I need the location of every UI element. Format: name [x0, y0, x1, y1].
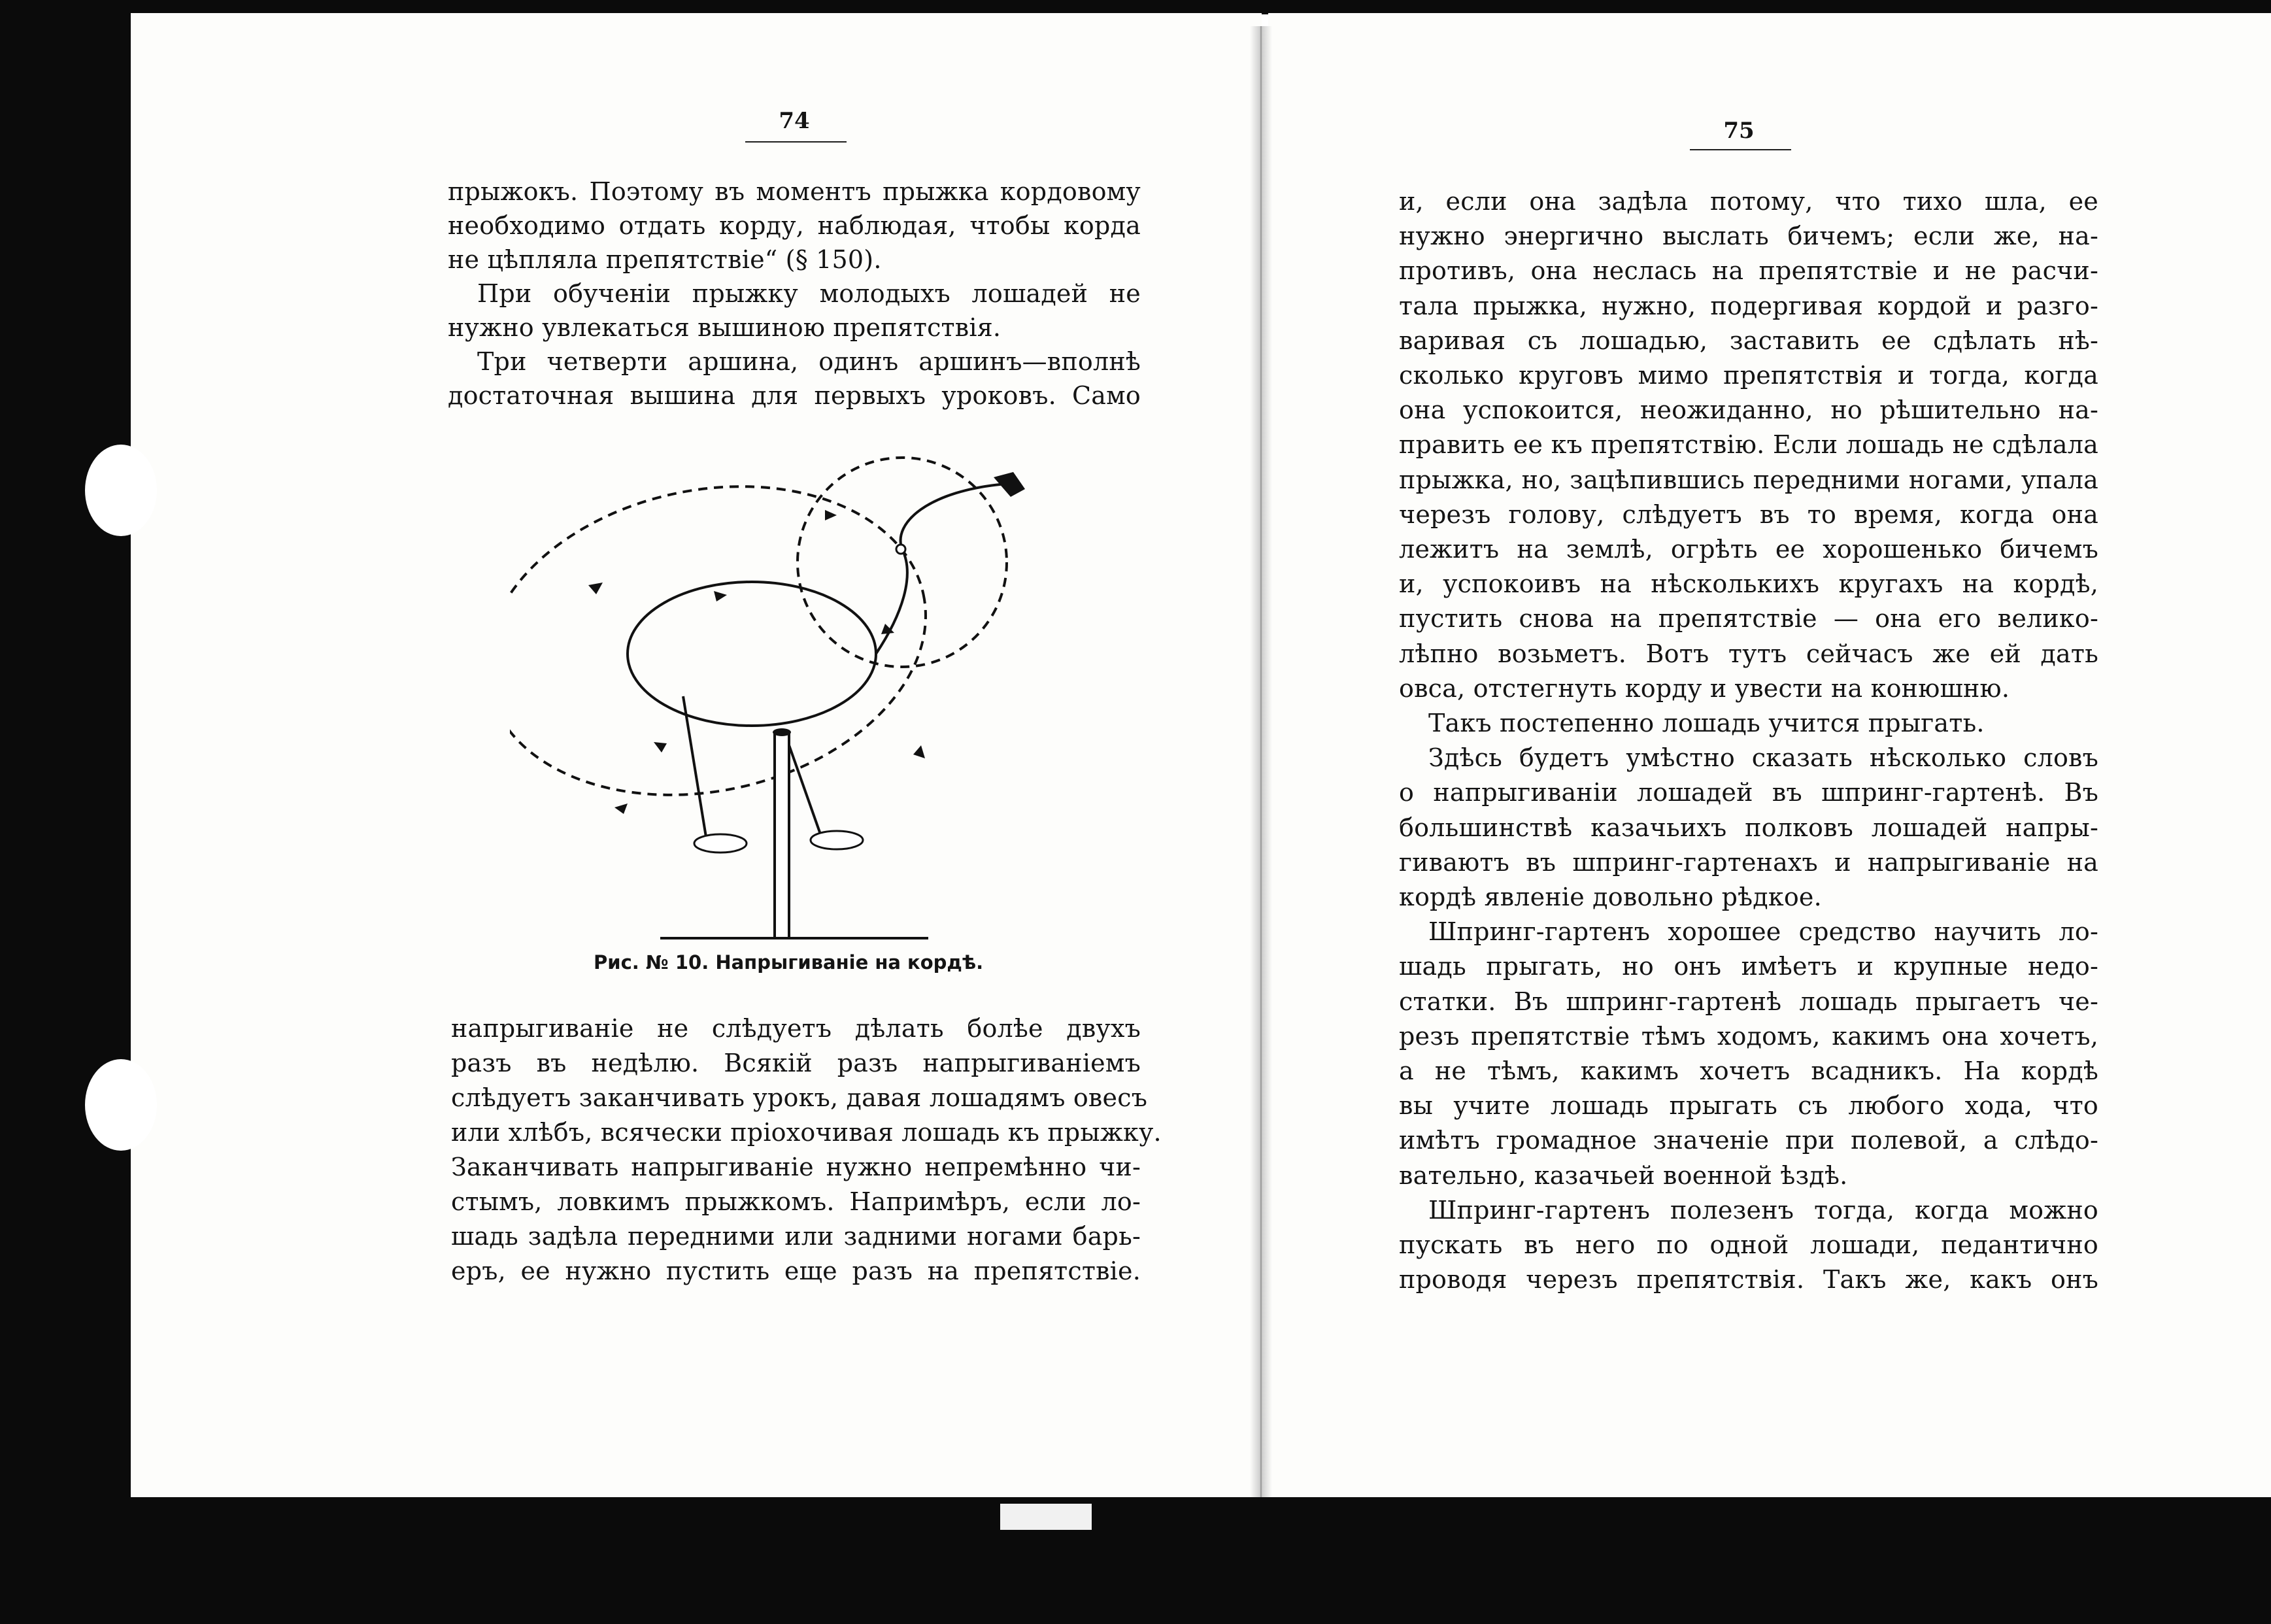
figure-arrow: [654, 742, 667, 753]
figure-horse-jumping-on-cord: [510, 445, 1085, 955]
text-line: прыжка, но, зацѣпившись передними ногами, упала: [1399, 465, 2098, 494]
text-line: стымъ, ловкимъ прыжкомъ. Напримѣръ, если ло-: [451, 1187, 1141, 1216]
text-line: При обученіи прыжку молодыхъ лошадей не: [477, 279, 1141, 308]
text-line: проводя черезъ препятствія. Такъ же, какъ онъ: [1399, 1265, 2098, 1294]
text-line: прыжокъ. Поэтому въ моментъ прыжка кордовому: [448, 177, 1141, 206]
figure-caption: Рис. № 10. Напрыгиваніе на кордѣ.: [594, 951, 984, 973]
text-line: необходимо отдать корду, наблюдая, чтобы корда: [448, 211, 1141, 240]
text-line: Шпринг-гартенъ полезенъ тогда, когда можно: [1428, 1195, 2098, 1225]
figure-arrow: [614, 804, 628, 814]
figure-hoof-left: [694, 834, 747, 853]
figure-arrow: [714, 591, 727, 601]
text-line: пустить снова на препятствіе — она его велико-: [1399, 604, 2098, 634]
book-gutter: [1250, 26, 1272, 1497]
text-line: или хлѣбъ, всячески пріохочивая лошадь къ прыжку.: [451, 1118, 1162, 1147]
scan-top-edge: [0, 0, 2271, 14]
text-line: она успокоится, неожиданно, но рѣшительно на-: [1399, 396, 2098, 425]
text-line: имѣтъ громадное значеніе при полевой, а слѣдо-: [1399, 1126, 2098, 1155]
right-page-number: 75: [1723, 118, 1755, 144]
text-line: овса, отстегнуть корду и увести на конюшню.: [1399, 673, 2010, 703]
text-line: вательно, казачьей военной ѣздѣ.: [1399, 1160, 1848, 1190]
text-line: сколько круговъ мимо препятствія и тогда, когда: [1399, 361, 2098, 390]
text-line: лежитъ на землѣ, огрѣть ее хорошенько бичемъ: [1399, 535, 2098, 564]
text-line: большинствѣ казачьихъ полковъ лошадей напры-: [1399, 813, 2098, 842]
text-line: пускать въ него по одной лошади, педантично: [1399, 1230, 2098, 1259]
text-line: шадь прыгать, но онъ имѣетъ и крупные недо-: [1399, 952, 2098, 981]
text-line: кордѣ явленіе довольно рѣдкое.: [1399, 883, 1822, 911]
text-line: нужно увлекаться вышиною препятствія.: [448, 313, 1001, 342]
text-line: статки. Въ шпринг-гартенѣ лошадь прыгаетъ че-: [1399, 987, 2098, 1016]
figure-arrow: [913, 745, 925, 758]
figure-path-curve: [876, 484, 1007, 654]
text-line: лѣпно возьметъ. Вотъ тутъ сейчасъ же ей дать: [1399, 639, 2098, 668]
text-line: достаточная вышина для первыхъ уроковъ. Само: [448, 381, 1141, 410]
text-line: нужно энергично выслать бичемъ; если же, на-: [1399, 222, 2098, 251]
text-line: противъ, она неслась на препятствіе и не расчи-: [1399, 256, 2098, 286]
text-line: гиваютъ въ шпринг-гартенахъ и напрыгиваніе на: [1399, 847, 2098, 877]
text-line: шадь задѣла передними или задними ногами барь-: [451, 1222, 1141, 1251]
text-line: не цѣпляла препятствіе“ (§ 150).: [448, 245, 882, 274]
text-line: Такъ постепенно лошадь учится прыгать.: [1428, 709, 1985, 737]
text-line: Шпринг-гартенъ хорошее средство научить ло-: [1428, 917, 2098, 947]
text-line: резъ препятствіе тѣмъ ходомъ, какимъ она хочетъ,: [1399, 1021, 2098, 1051]
text-line: и, успокоивъ на нѣсколькихъ кругахъ на кордѣ,: [1399, 569, 2098, 599]
text-line: править ее къ препятствію. Если лошадь не сдѣлала: [1399, 430, 2098, 460]
text-line: варивая съ лошадью, заставить ее сдѣлать нѣ-: [1399, 326, 2098, 355]
figure-pole-top: [773, 728, 791, 736]
figure-pole: [775, 732, 789, 938]
scan-bottom-light-strip: [1000, 1504, 1092, 1530]
text-line: а не тѣмъ, какимъ хочетъ всадникъ. На кордѣ: [1399, 1057, 2098, 1085]
figure-solid-circle: [628, 582, 876, 726]
right-page-number-rule: [1690, 149, 1791, 150]
figure-outer-dashed-circle: [510, 447, 954, 834]
text-line: разъ въ недѣлю. Всякій разъ напрыгиваніемъ: [451, 1049, 1141, 1077]
text-line: черезъ голову, слѣдуетъ въ то время, когда она: [1399, 499, 2098, 529]
left-page-number: 74: [779, 108, 810, 134]
text-line: слѣдуетъ заканчивать урокъ, давая лошадямъ овесъ: [451, 1083, 1148, 1112]
text-line: Три четверти аршина, одинъ аршинъ—вполнѣ: [477, 347, 1141, 376]
binder-hole-top: [85, 445, 157, 536]
text-line: еръ, ее нужно пустить еще разъ на препятствіе.: [451, 1257, 1141, 1285]
text-line: вы учите лошадь прыгать съ любого хода, что: [1399, 1091, 2098, 1121]
figure-arrow: [825, 510, 837, 520]
figure-arrow: [588, 583, 603, 594]
scan-bottom-edge: [0, 1497, 2271, 1624]
text-line: Здѣсь будетъ умѣстно сказать нѣсколько словъ: [1428, 743, 2098, 773]
text-line: и, если она задѣла потому, что тихо шла, ее: [1399, 187, 2098, 216]
text-line: напрыгиваніе не слѣдуетъ дѣлать болѣе двухъ: [451, 1014, 1141, 1043]
text-line: тала прыжка, нужно, подергивая кордой и разго-: [1399, 291, 2098, 320]
figure-hoof-right: [811, 831, 863, 849]
left-page-number-rule: [745, 141, 847, 143]
scan-left-edge: [0, 0, 131, 1624]
text-line: Заканчивать напрыгиваніе нужно непремѣнно чи-: [451, 1153, 1141, 1181]
binder-hole-bottom: [85, 1059, 157, 1151]
text-line: о напрыгиваніи лошадей въ шпринг-гартенѣ. Въ: [1399, 778, 2098, 807]
figure-small-ring: [896, 545, 905, 554]
